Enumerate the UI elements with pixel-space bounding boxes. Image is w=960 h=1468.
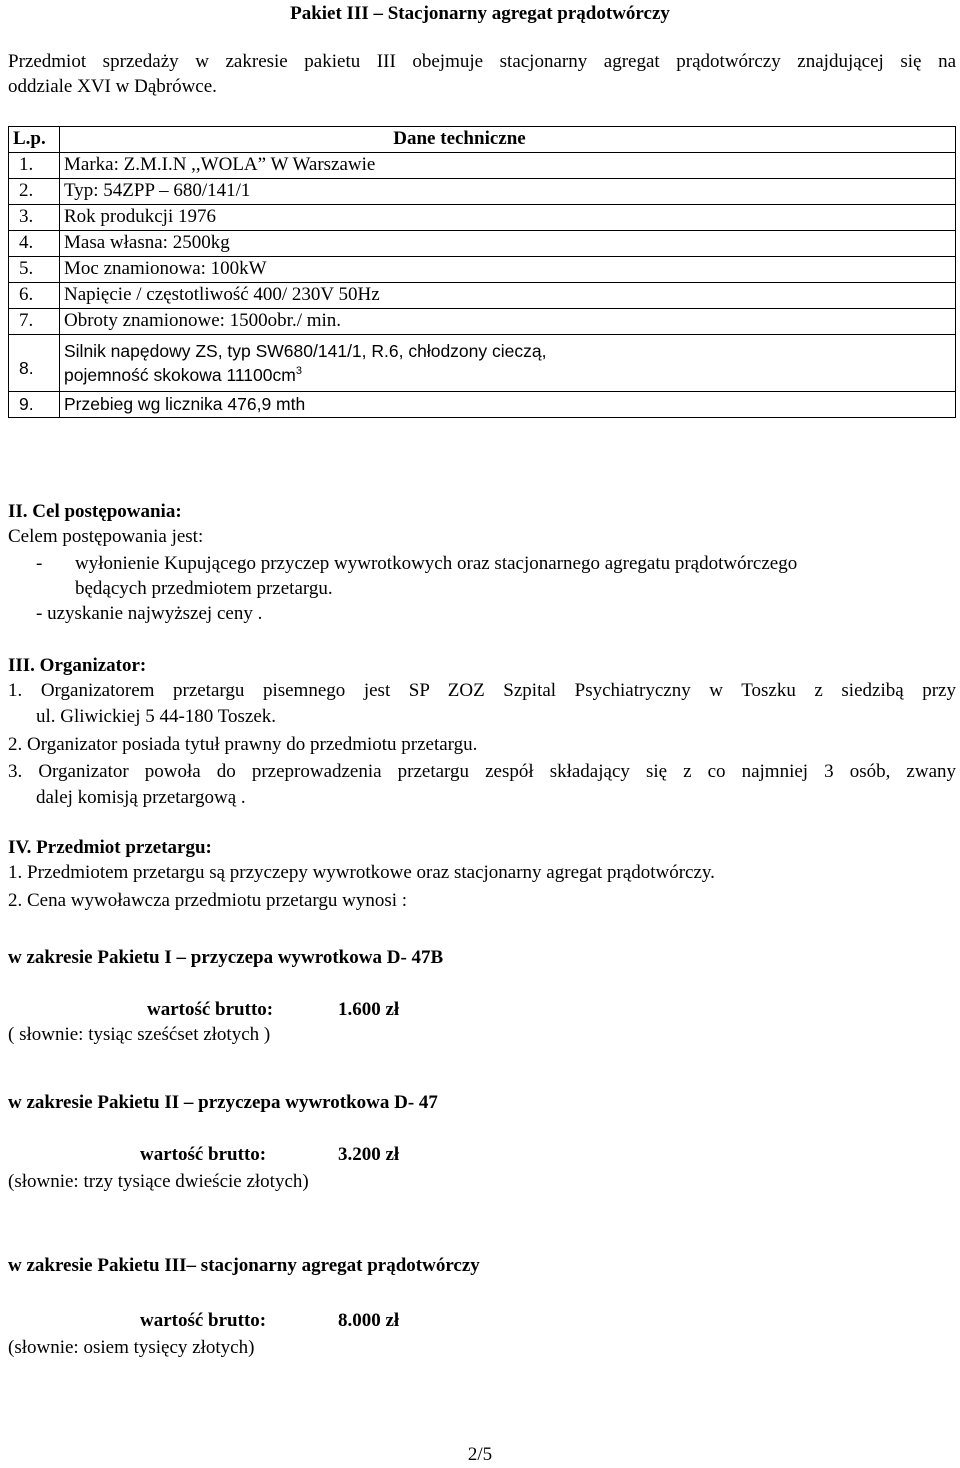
section-2-bullet-1-line-1: wyłonienie Kupującego przyczep wywrotkowych oraz stacjonarnego agregatu prądotwórczego [75,553,798,574]
package-3-title: w zakresie Pakietu III– stacjonarny agregat prądotwórczy [8,1255,480,1276]
section-3-heading: III. Organizator: [8,655,147,676]
row-text [60,335,956,392]
page-number: 2/5 [467,1444,493,1465]
table-row [9,257,956,283]
bullet-mark: - [36,553,43,574]
table-row [9,283,956,309]
section-4-heading: IV. Przedmiot przetargu: [8,837,212,858]
row-number: 5. [9,257,60,283]
lp-header: L.p. [9,127,60,153]
table-header-row [9,127,956,153]
section-2-bullet-2: - uzyskanie najwyższej ceny . [36,603,263,624]
table-row [9,392,956,418]
package-1-price: 1.600 zł [338,999,400,1020]
package-1-price-label: wartość brutto: [147,999,274,1020]
row-number: 3. [9,205,60,231]
section-2-bullet-1-line-2: będących przedmiotem przetargu. [75,578,333,599]
technical-data-table [8,126,956,418]
table-row [9,231,956,257]
row-text: Rok produkcji 1976 [60,205,956,231]
package-1-title: w zakresie Pakietu I – przyczepa wywrotkowa D- 47B [8,947,444,968]
row-text: Moc znamionowa: 100kW [60,257,956,283]
section-4-item-1: 1. Przedmiotem przetargu są przyczepy wywrotkowe oraz stacjonarny agregat prądotwórczy. [8,862,715,883]
package-2-words: (słownie: trzy tysiące dwieście złotych) [8,1171,309,1192]
row-text-line-2 [64,361,951,385]
row-number: 1. [9,153,60,179]
document-title: Pakiet III – Stacjonarny agregat prądotwórczy [290,3,670,24]
table-row [9,153,956,179]
section-4-item-2: 2. Cena wywoławcza przedmiotu przetargu wynosi : [8,890,408,911]
capacity-text: pojemność skokowa 11100cm [64,364,296,385]
row-text: Marka: Z.M.I.N ,,WOLA” W Warszawie [60,153,956,179]
table-row [9,335,956,392]
table-row [9,179,956,205]
row-text: Przebieg wg licznika 476,9 mth [60,392,956,418]
package-1-words: ( słownie: tysiąc sześćset złotych ) [8,1024,271,1045]
section-2-lead: Celem postępowania jest: [8,526,204,547]
tech-header: Dane techniczne [60,127,956,153]
table-row [9,309,956,335]
package-2-title: w zakresie Pakietu II – przyczepa wywrotkowa D- 47 [8,1092,438,1113]
table-row [9,205,956,231]
row-number: 7. [9,309,60,335]
row-number: 2. [9,179,60,205]
row-number: 4. [9,231,60,257]
row-number: 6. [9,283,60,309]
section-3-item-1-line-2: ul. Gliwickiej 5 44-180 Toszek. [36,706,277,727]
intro-paragraph [8,50,956,99]
package-2-price: 3.200 zł [338,1144,400,1165]
section-2-heading: II. Cel postępowania: [8,501,182,522]
section-3-item-3-line-1: 3. Organizator powoła do przeprowadzenia przetargu zespół składający się z co najmniej 3 osób, zwany [8,761,956,782]
package-3-price-label: wartość brutto: [140,1310,267,1331]
section-3-item-1-line-1: 1. Organizatorem przetargu pisemnego jest SP ZOZ Szpital Psychiatryczny w Toszku z siedzibą przy [8,680,956,701]
row-text-line-1: Silnik napędowy ZS, typ SW680/141/1, R.6, chłodzony cieczą, [64,341,547,362]
row-number: 8. [9,335,60,392]
row-text: Obroty znamionowe: 1500obr./ min. [60,309,956,335]
intro-line-2: oddziale XVI w Dąbrówce. [8,75,217,97]
intro-line-1: Przedmiot sprzedaży w zakresie pakietu III obejmuje stacjonarny agregat prądotwórczy znajdującej się na [8,51,956,72]
package-2-price-label: wartość brutto: [140,1144,267,1165]
row-number: 9. [9,392,60,418]
section-3-item-2: 2. Organizator posiada tytuł prawny do przedmiotu przetargu. [8,734,478,755]
row-text: Typ: 54ZPP – 680/141/1 [60,179,956,205]
section-3-item-3-line-2: dalej komisją przetargową . [36,787,246,808]
package-3-price: 8.000 zł [338,1310,400,1331]
row-text: Masa własna: 2500kg [60,231,956,257]
superscript: 3 [295,365,302,378]
row-text: Napięcie / częstotliwość 400/ 230V 50Hz [60,283,956,309]
package-3-words: (słownie: osiem tysięcy złotych) [8,1337,255,1358]
